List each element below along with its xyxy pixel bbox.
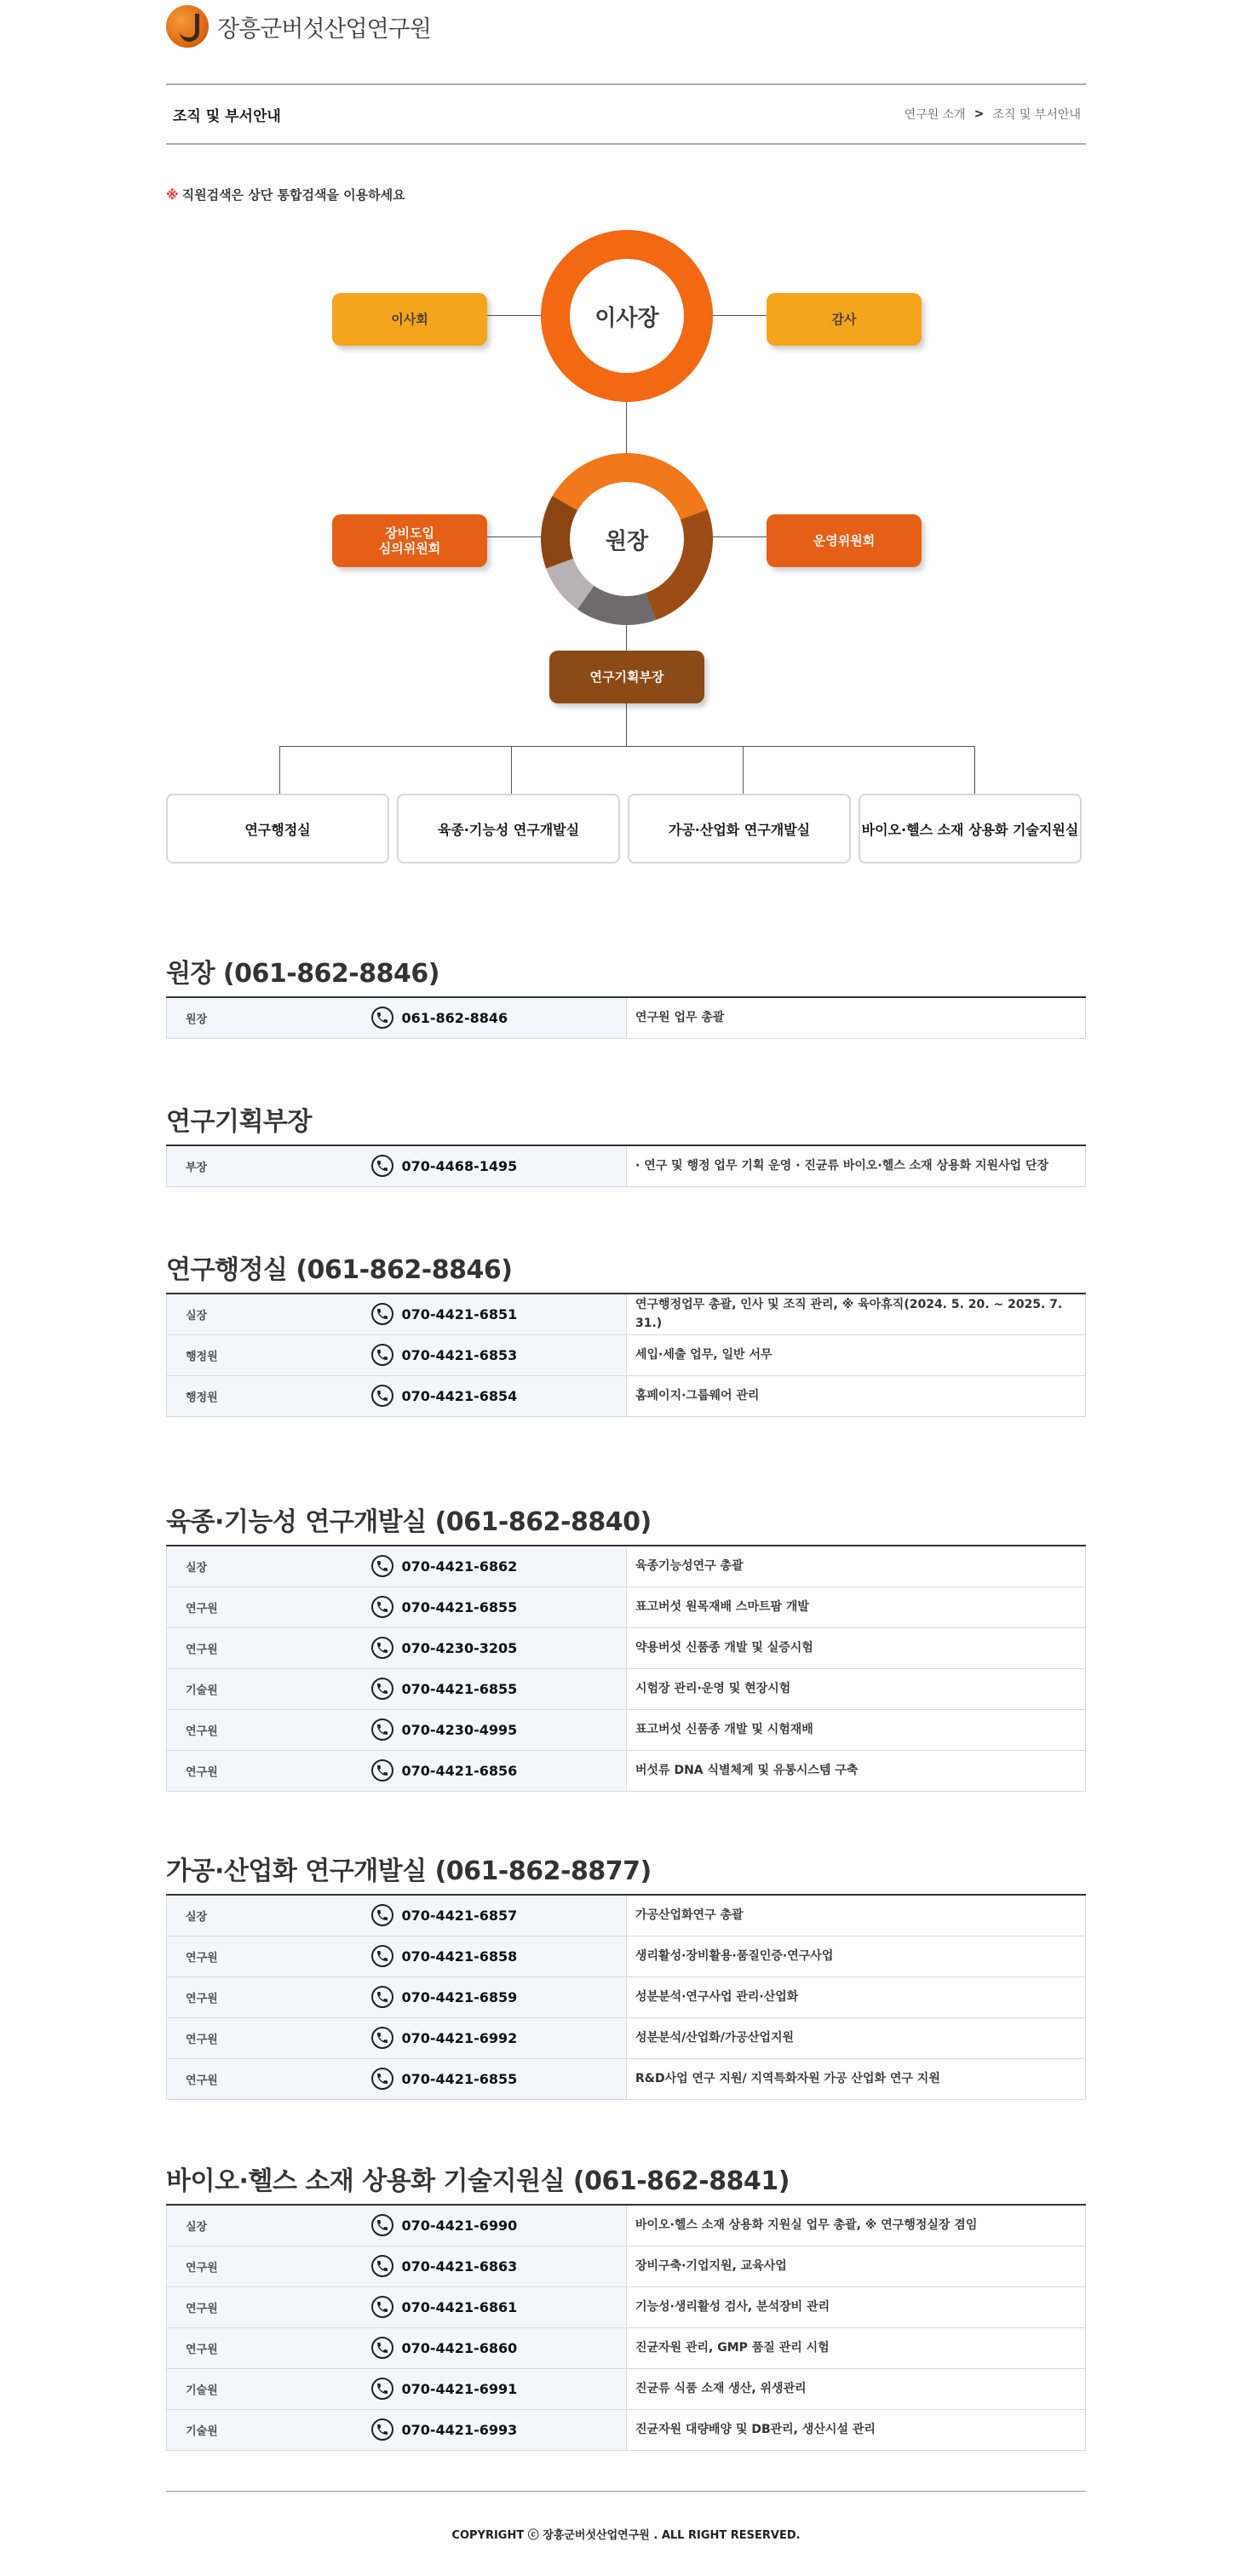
staff-role: 행정원: [167, 1334, 371, 1375]
table-row: [167, 2327, 1086, 2368]
staff-phone: 070-4421-6863: [401, 2258, 518, 2275]
staff-phone-cell: [371, 1627, 627, 1668]
staff-duty: 생리활성·장비활용·품질인증·연구사업: [627, 1936, 1086, 1976]
connector-line: [743, 746, 744, 794]
connector-line: [279, 746, 975, 747]
phone-icon: [371, 1945, 393, 1967]
table-row: [167, 2017, 1086, 2058]
staff-role: 연구원: [167, 2327, 371, 2368]
dept-processing[interactable]: 가공·산업화 연구개발실: [628, 794, 851, 863]
staff-phone-cell: [371, 2327, 627, 2368]
table-row: [167, 1586, 1086, 1627]
staff-phone: 061-862-8846: [401, 1009, 508, 1026]
staff-role: 연구원: [167, 2286, 371, 2327]
phone-icon: [371, 1637, 393, 1659]
phone-icon: [371, 1759, 393, 1781]
table-row: [167, 1709, 1086, 1750]
staff-role: 기술원: [167, 2368, 371, 2409]
staff-duty: R&D사업 연구 지원/ 지역특화자원 가공 산업화 연구 지원: [627, 2058, 1086, 2099]
phone-link[interactable]: [371, 1155, 627, 1177]
auditor-node: 감사: [767, 293, 922, 346]
connector-line: [279, 746, 280, 794]
table-row: [167, 1750, 1086, 1791]
phone-icon: [371, 1904, 393, 1926]
phone-link[interactable]: [371, 1385, 627, 1407]
staff-duty: 진균자원 관리, GMP 품질 관리 시험: [627, 2327, 1086, 2368]
staff-role: 연구원: [167, 1627, 371, 1668]
logo-icon: [166, 5, 209, 48]
table-row: [167, 1895, 1086, 1936]
staff-phone-cell: [371, 1668, 627, 1709]
table-row: [167, 1936, 1086, 1976]
phone-icon: [371, 2255, 393, 2277]
phone-link[interactable]: [371, 1303, 627, 1325]
staff-role: 부장: [167, 1145, 371, 1186]
staff-duty: 기능성·생리활성 검사, 분석장비 관리: [627, 2286, 1086, 2327]
staff-duty: 성분분석/산업화/가공산업지원: [627, 2017, 1086, 2058]
staff-phone: 070-4421-6856: [401, 1762, 518, 1779]
breadcrumb-separator: >: [973, 107, 985, 121]
staff-table: [166, 2204, 1086, 2451]
phone-link[interactable]: [371, 1596, 627, 1618]
section-title: 연구행정실 (061-862-8846): [166, 1255, 513, 1285]
phone-icon: [371, 1555, 393, 1577]
staff-duty: 시험장 관리·운영 및 현장시험: [627, 1668, 1086, 1709]
phone-icon: [371, 1344, 393, 1366]
staff-duty: 육종기능성연구 총괄: [627, 1546, 1086, 1586]
phone-link[interactable]: [371, 1986, 627, 2008]
page-title: 조직 및 부서안내: [173, 107, 281, 125]
director-label: 원장: [570, 482, 684, 596]
staff-role: 실장: [167, 1895, 371, 1936]
staff-table: [166, 1293, 1086, 1417]
table-row: [167, 2286, 1086, 2327]
breadcrumb-item-about[interactable]: 연구원 소개: [904, 108, 966, 122]
staff-phone: 070-4421-6861: [401, 2298, 518, 2315]
phone-link[interactable]: [371, 2418, 627, 2441]
phone-link[interactable]: [371, 2337, 627, 2359]
table-row: [167, 2409, 1086, 2450]
phone-link[interactable]: [371, 1904, 627, 1926]
staff-table: [166, 996, 1086, 1039]
phone-link[interactable]: [371, 1759, 627, 1781]
table-row: [167, 1668, 1086, 1709]
staff-phone-cell: [371, 1334, 627, 1375]
staff-phone: 070-4421-6993: [401, 2421, 518, 2438]
chairman-label: 이사장: [570, 259, 684, 373]
phone-icon: [371, 2068, 393, 2090]
staff-phone: 070-4421-6857: [401, 1907, 518, 1924]
staff-role: 실장: [167, 1546, 371, 1586]
staff-phone-cell: [371, 2286, 627, 2327]
staff-phone-cell: [371, 1145, 627, 1186]
staff-duty: 버섯류 DNA 식별체계 및 유통시스템 구축: [627, 1750, 1086, 1791]
phone-icon: [371, 2337, 393, 2359]
staff-phone: 070-4421-6991: [401, 2380, 518, 2397]
staff-role: 연구원: [167, 1936, 371, 1976]
phone-icon: [371, 1385, 393, 1407]
staff-phone-cell: [371, 1895, 627, 1936]
staff-phone: 070-4421-6854: [401, 1387, 518, 1404]
staff-role: 기술원: [167, 2409, 371, 2450]
phone-link[interactable]: [371, 1678, 627, 1700]
staff-phone: 070-4230-3205: [401, 1639, 518, 1656]
table-row: [167, 1145, 1086, 1186]
table-row: [167, 1627, 1086, 1668]
staff-phone: 070-4421-6855: [401, 1680, 518, 1697]
breadcrumb-item-organization[interactable]: 조직 및 부서안내: [992, 108, 1081, 122]
table-row: [167, 1334, 1086, 1375]
staff-phone-cell: [371, 1709, 627, 1750]
phone-icon: [371, 1986, 393, 2008]
staff-duty: 표고버섯 원목재배 스마트팜 개발: [627, 1586, 1086, 1627]
phone-icon: [371, 2418, 393, 2441]
section-title: 원장 (061-862-8846): [166, 959, 439, 989]
footer: [166, 2491, 1086, 2576]
staff-duty: 홈페이지·그룹웨어 관리: [627, 1375, 1086, 1416]
staff-phone: 070-4230-4995: [401, 1721, 518, 1738]
table-row: [167, 1375, 1086, 1416]
phone-link[interactable]: [371, 2027, 627, 2049]
staff-phone-cell: [371, 1750, 627, 1791]
staff-phone-cell: [371, 1586, 627, 1627]
staff-role: 연구원: [167, 1709, 371, 1750]
phone-link[interactable]: [371, 2378, 627, 2400]
staff-duty: 바이오·헬스 소재 상용화 지원실 업무 총괄, ※ 연구행정실장 겸임: [627, 2205, 1086, 2246]
connector-line: [626, 623, 627, 652]
staff-role: 원장: [167, 997, 371, 1038]
phone-link[interactable]: [371, 2068, 627, 2090]
phone-icon: [371, 1718, 393, 1741]
phone-icon: [371, 2214, 393, 2236]
section-title: 연구기획부장: [166, 1107, 312, 1137]
staff-phone-cell: [371, 1375, 627, 1416]
connector-line: [477, 536, 545, 537]
staff-phone-cell: [371, 2368, 627, 2409]
staff-table: [166, 1145, 1086, 1187]
breadcrumb: [905, 106, 1081, 123]
phone-link[interactable]: [371, 2255, 627, 2277]
staff-duty: 연구원 업무 총괄: [627, 997, 1086, 1038]
chairman-node: [541, 230, 713, 402]
staff-phone: 070-4421-6858: [401, 1948, 518, 1965]
staff-role: 실장: [167, 1294, 371, 1334]
equipment-committee-node: 장비도입 심의위원회: [332, 514, 487, 567]
phone-icon: [371, 1678, 393, 1700]
site-logo[interactable]: [166, 3, 431, 49]
staff-role: 연구원: [167, 2246, 371, 2286]
staff-phone: 070-4421-6990: [401, 2217, 518, 2234]
notice-text: 직원검색은 상단 통합검색을 이용하세요: [181, 187, 405, 203]
phone-link[interactable]: [371, 1945, 627, 1967]
phone-link[interactable]: [371, 1344, 627, 1366]
staff-phone: 070-4421-6860: [401, 2339, 518, 2356]
phone-icon: [371, 2027, 393, 2049]
table-row: [167, 2205, 1086, 2246]
staff-role: 실장: [167, 2205, 371, 2246]
section-title: 육종·기능성 연구개발실 (061-862-8840): [166, 1507, 652, 1537]
section-title: 가공·산업화 연구개발실 (061-862-8877): [166, 1856, 652, 1886]
board-node: 이사회: [332, 293, 487, 346]
copyright-text: COPYRIGHT ⓒ 장흥군버섯산업연구원 . ALL RIGHT RESERVED.: [451, 2529, 801, 2542]
table-row: [167, 2058, 1086, 2099]
operation-committee-node: 운영위원회: [767, 514, 922, 567]
staff-phone-cell: [371, 2017, 627, 2058]
section-title: 바이오·헬스 소재 상용화 기술지원실 (061-862-8841): [166, 2166, 790, 2196]
table-row: [167, 2246, 1086, 2286]
staff-role: 연구원: [167, 1586, 371, 1627]
logo-text: 장흥군버섯산업연구원: [217, 15, 431, 43]
phone-icon: [371, 1155, 393, 1177]
phone-link[interactable]: [371, 2296, 627, 2318]
phone-icon: [371, 2378, 393, 2400]
staff-phone-cell: [371, 1976, 627, 2017]
table-row: [167, 1294, 1086, 1334]
staff-phone-cell: [371, 1936, 627, 1976]
staff-duty: 약용버섯 신품종 개발 및 실증시험: [627, 1627, 1086, 1668]
phone-icon: [371, 1007, 393, 1029]
staff-phone: 070-4421-6851: [401, 1305, 518, 1322]
connector-line: [511, 746, 512, 794]
staff-phone: 070-4421-6853: [401, 1346, 518, 1363]
staff-phone-cell: [371, 1546, 627, 1586]
staff-duty: 장비구축·기업지원, 교육사업: [627, 2246, 1086, 2286]
connector-line: [626, 703, 627, 746]
connector-line: [477, 315, 545, 316]
staff-duty: · 연구 및 행정 업무 기획 운영 · 진균류 바이오·헬스 소재 상용화 지원사업 단장: [627, 1145, 1086, 1186]
staff-phone-cell: [371, 2409, 627, 2450]
staff-duty: 세입·세출 업무, 일반 서무: [627, 1334, 1086, 1375]
connector-line: [626, 400, 627, 456]
staff-duty: 진균류 식품 소재 생산, 위생관리: [627, 2368, 1086, 2409]
table-row: [167, 2368, 1086, 2409]
staff-role: 연구원: [167, 1750, 371, 1791]
staff-duty: 연구행정업무 총괄, 인사 및 조직 관리, ※ 육아휴직(2024. 5. 20. ~ 2025. 7. 31.): [627, 1294, 1086, 1334]
phone-icon: [371, 2296, 393, 2318]
phone-link[interactable]: [371, 2214, 627, 2236]
table-row: [167, 997, 1086, 1038]
phone-link[interactable]: [371, 1637, 627, 1659]
staff-phone-cell: [371, 2205, 627, 2246]
director-node: [541, 453, 713, 625]
staff-role: 기술원: [167, 1668, 371, 1709]
phone-link[interactable]: [371, 1718, 627, 1741]
staff-phone: 070-4421-6862: [401, 1558, 518, 1575]
search-notice: [166, 186, 405, 204]
staff-phone-cell: [371, 2058, 627, 2099]
staff-table: [166, 1545, 1086, 1792]
staff-duty: 진균자원 대량배양 및 DB관리, 생산시설 관리: [627, 2409, 1086, 2450]
staff-phone-cell: [371, 2246, 627, 2286]
staff-table: [166, 1894, 1086, 2100]
table-row: [167, 1976, 1086, 2017]
notice-mark: ※: [166, 187, 179, 203]
staff-phone-cell: [371, 1294, 627, 1334]
staff-role: 연구원: [167, 2017, 371, 2058]
staff-phone: 070-4468-1495: [401, 1157, 518, 1174]
page-title-bar: [166, 83, 1086, 145]
dept-breeding[interactable]: 육종·기능성 연구개발실: [397, 794, 620, 863]
table-row: [167, 1546, 1086, 1586]
dept-admin[interactable]: 연구행정실: [166, 794, 389, 863]
staff-duty: 성분분석·연구사업 관리·산업화: [627, 1976, 1086, 2017]
staff-phone: 070-4421-6855: [401, 2070, 518, 2087]
staff-phone-cell: [371, 997, 627, 1038]
staff-role: 행정원: [167, 1375, 371, 1416]
connector-line: [974, 746, 975, 794]
dept-biohealth[interactable]: 바이오·헬스 소재 상용화 기술지원실: [859, 794, 1082, 863]
staff-phone: 070-4421-6859: [401, 1988, 518, 2005]
phone-link[interactable]: [371, 1007, 627, 1029]
staff-role: 연구원: [167, 2058, 371, 2099]
staff-phone: 070-4421-6992: [401, 2029, 518, 2046]
phone-icon: [371, 1596, 393, 1618]
phone-link[interactable]: [371, 1555, 627, 1577]
staff-role: 연구원: [167, 1976, 371, 2017]
phone-icon: [371, 1303, 393, 1325]
staff-phone: 070-4421-6855: [401, 1598, 518, 1615]
staff-duty: 표고버섯 신품종 개발 및 시험재배: [627, 1709, 1086, 1750]
staff-duty: 가공산업화연구 총괄: [627, 1895, 1086, 1936]
planning-head-node: 연구기획부장: [549, 651, 704, 703]
